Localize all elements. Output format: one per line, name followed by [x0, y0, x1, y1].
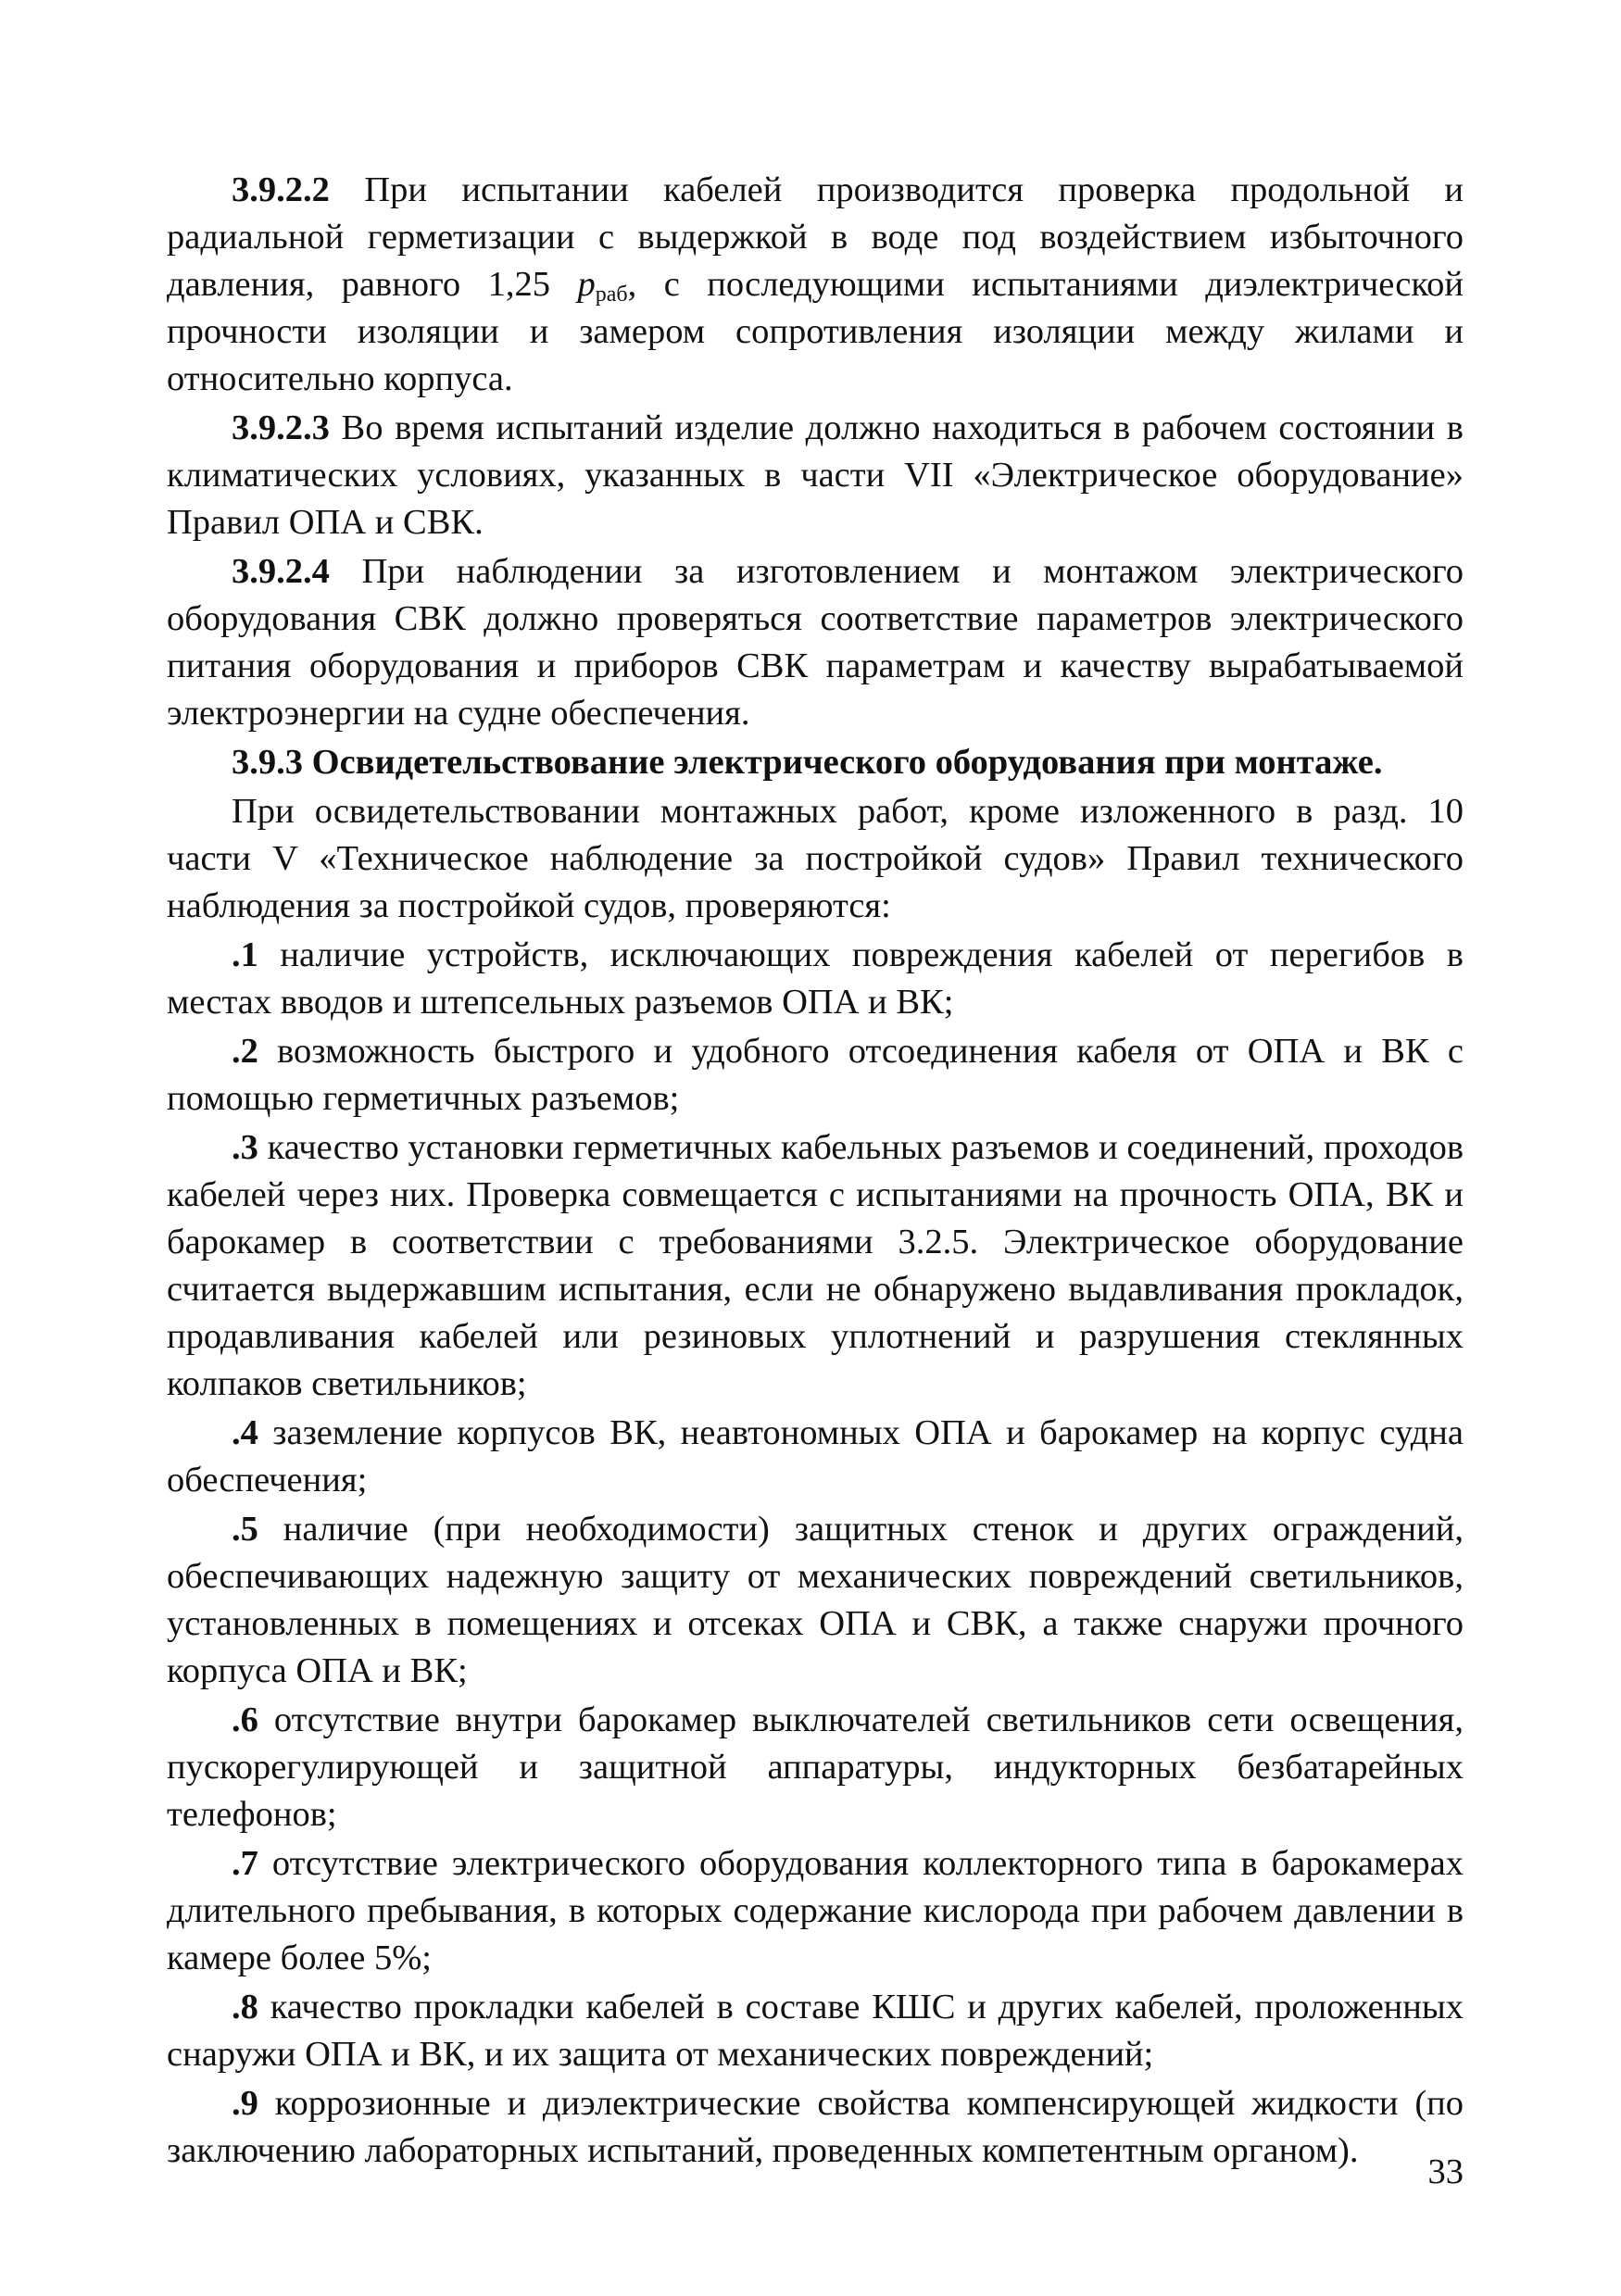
- list-item-3: [167, 1124, 1464, 1408]
- clause-text: Во время испытаний изделие должно находиться в рабочем состоянии в климатических условиях, указанных в части VII «Электрическое оборудование» Правил ОПА и СВК.: [167, 408, 1464, 542]
- item-text: качество прокладки кабелей в составе КШС и других кабелей, проложенных снаружи ОПА и ВК, и их защита от механических повреждений;: [167, 1988, 1464, 2074]
- paragraph-3-9-2-4: [167, 548, 1464, 737]
- list-item-2: [167, 1028, 1464, 1123]
- item-text: наличие (при необходимости) защитных стенок и других ограждений, обеспечивающих надежную защиту от механических повреждений светильников, установленных в помещениях и отсеках ОПА и СВК, а также снаружи прочного корпуса ОПА и ВК;: [167, 1510, 1464, 1690]
- item-number: .3: [232, 1128, 258, 1167]
- page-body: [167, 167, 1464, 2175]
- list-item-6: [167, 1697, 1464, 1838]
- list-item-8: [167, 1984, 1464, 2078]
- item-text: качество установки герметичных кабельных разъемов и соединений, проходов кабелей через них. Проверка совмещается с испытаниями на прочность ОПА, ВК и барокамер в соответствии с требованиями 3.2.5. Электрическое оборудование считается выдержавшим испытания, если не обнаружено выдавливания прокладок, продавливания кабелей или резиновых уплотнений и разрушения стеклянных колпаков светильников;: [167, 1128, 1464, 1403]
- item-text: заземление корпусов ВК, неавтономных ОПА и барокамер на корпус судна обеспечения;: [167, 1413, 1464, 1499]
- clause-text: При наблюдении за изготовлением и монтажом электрического оборудования СВК должно проверяться соответствие параметров электрического питания оборудования и приборов СВК параметрам и качеству вырабатываемой электроэнергии на судне обеспечения.: [167, 552, 1464, 733]
- clause-text-continued: , с последующими испытаниями диэлектрической прочности изоляции и замером сопротивления изоляции между жилами и относительно корпуса.: [167, 265, 1464, 398]
- item-text: возможность быстрого и удобного отсоединения кабеля от ОПА и ВК с помощью герметичных разъемов;: [167, 1032, 1464, 1118]
- pressure-subscript: раб: [595, 282, 628, 307]
- section-heading-3-9-3: 3.9.3 Освидетельствование электрического оборудования при монтаже.: [232, 743, 1383, 782]
- item-number: .6: [232, 1700, 258, 1739]
- list-item-9: [167, 2080, 1464, 2175]
- item-number: .2: [232, 1032, 258, 1071]
- clause-number: 3.9.2.2: [232, 170, 330, 209]
- list-item-4: [167, 1410, 1464, 1504]
- paragraph-3-9-2-2: [167, 167, 1464, 403]
- item-number: .7: [232, 1844, 258, 1883]
- item-text: коррозионные и диэлектрические свойства компенсирующей жидкости (по заключению лабораторных испытаний, проведенных компетентным органом).: [167, 2084, 1464, 2170]
- clause-number: 3.9.2.3: [232, 408, 330, 447]
- pressure-symbol: p: [577, 265, 596, 304]
- list-item-1: [167, 932, 1464, 1026]
- item-number: .9: [232, 2084, 258, 2123]
- clause-text: При испытании кабелей производится проверка продольной и радиальной герметизации с выдержкой в воде под воздействием избыточного давления, равного 1,25: [167, 170, 1464, 304]
- list-item-5: [167, 1506, 1464, 1695]
- page-number: 33: [1427, 2152, 1464, 2191]
- item-number: .4: [232, 1413, 258, 1452]
- clause-number: 3.9.2.4: [232, 552, 330, 591]
- item-number: .8: [232, 1988, 258, 2026]
- paragraph-3-9-2-3: [167, 405, 1464, 546]
- section-intro: При освидетельствовании монтажных работ, кроме изложенного в разд. 10 части V «Техническое наблюдение за постройкой судов» Правил технического наблюдения за постройкой судов, проверяются:: [167, 792, 1464, 925]
- item-text: отсутствие электрического оборудования коллекторного типа в барокамерах длительного пребывания, в которых содержание кислорода при рабочем давлении в камере более 5%;: [167, 1844, 1464, 1977]
- item-number: .5: [232, 1510, 258, 1549]
- list-item-7: [167, 1840, 1464, 1982]
- item-number: .1: [232, 935, 258, 974]
- item-text: наличие устройств, исключающих повреждения кабелей от перегибов в местах вводов и штепсельных разъемов ОПА и ВК;: [167, 935, 1464, 1022]
- item-text: отсутствие внутри барокамер выключателей светильников сети освещения, пускорегулирующей и защитной аппаратуры, индукторных безбатарейных телефонов;: [167, 1700, 1464, 1834]
